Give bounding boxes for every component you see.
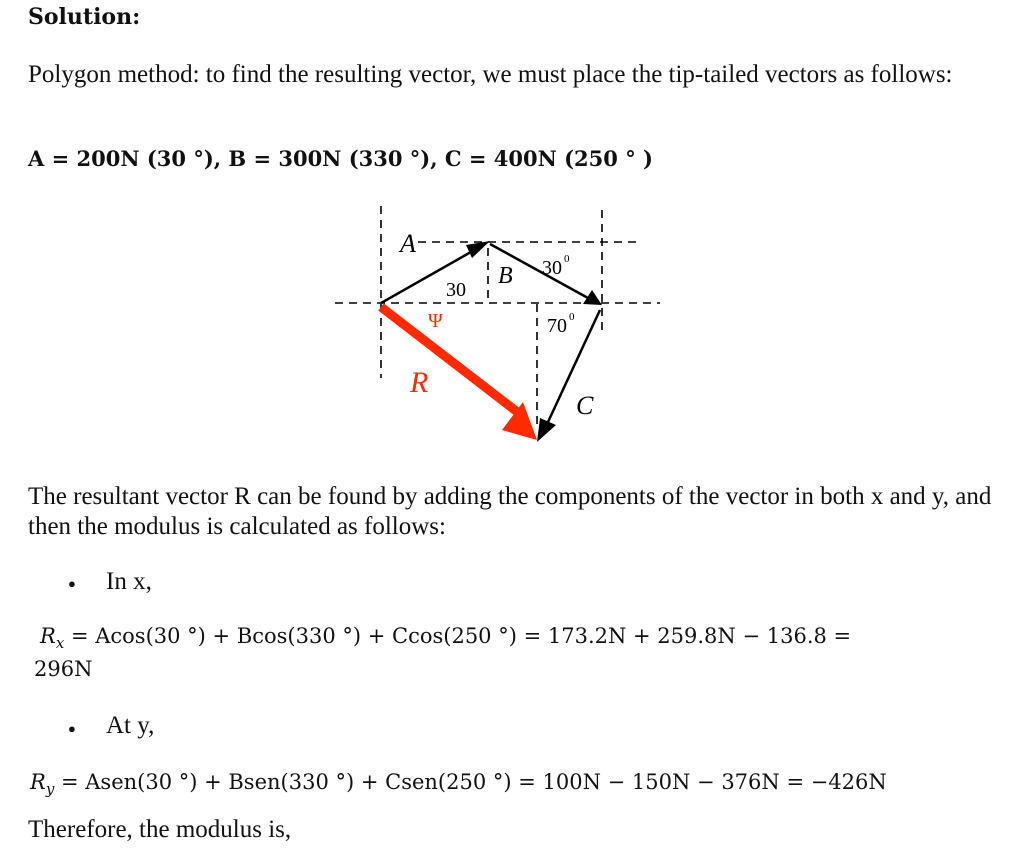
vector-polygon-figure <box>330 200 670 460</box>
ry-subscript: y <box>45 780 55 799</box>
ry-symbol: R <box>30 770 46 794</box>
therefore-text: Therefore, the modulus is, <box>28 816 292 843</box>
ry-expression: = Asen(30 °) + Bsen(330 °) + Csen(250 °) = 100N − 150N − 376N = −426N <box>60 770 887 794</box>
label-c: C <box>576 391 594 420</box>
rx-subscript: x <box>55 634 65 653</box>
vectors-given: A = 200N (30 °), B = 300N (330 °), C = 400N (250 ° ) <box>28 146 653 171</box>
rx-expression: = Acos(30 °) + Bcos(330 °) + Ccos(250 °) = 173.2N + 259.8N − 136.8 = <box>70 624 852 648</box>
bullet-in-x: In x, <box>106 568 152 595</box>
label-a: A <box>400 229 416 258</box>
angle-30-b-degree: 0 <box>564 253 570 265</box>
explanation-paragraph: The resultant vector R can be found by adding the components of the vector in both x and y, and then the modulus is calculated as follows: <box>28 483 992 540</box>
ry-equation <box>30 770 887 798</box>
resultant-vector-r <box>381 307 520 414</box>
angle-psi: Ψ <box>428 310 443 332</box>
rx-equation <box>40 624 851 652</box>
angle-30-b: 30 <box>542 257 562 279</box>
angle-30-a: 30 <box>446 279 466 301</box>
solution-heading: Solution: <box>28 4 141 30</box>
angle-70: 70 <box>547 315 567 337</box>
rx-symbol: R <box>40 624 56 648</box>
rx-result: 296N <box>34 657 93 681</box>
vector-c-arrowhead <box>537 418 556 442</box>
vector-a-arrowhead <box>466 241 490 258</box>
bullet-at-y: At y, <box>106 712 155 739</box>
bullet-dot-x: ● <box>68 576 76 591</box>
intro-paragraph: Polygon method: to find the resulting vector, we must place the tip-tailed vectors as follows: <box>28 61 953 88</box>
label-b: B <box>498 263 513 289</box>
bullet-dot-y: ● <box>68 721 76 736</box>
label-r: R <box>410 366 429 399</box>
angle-70-degree: 0 <box>569 311 575 323</box>
